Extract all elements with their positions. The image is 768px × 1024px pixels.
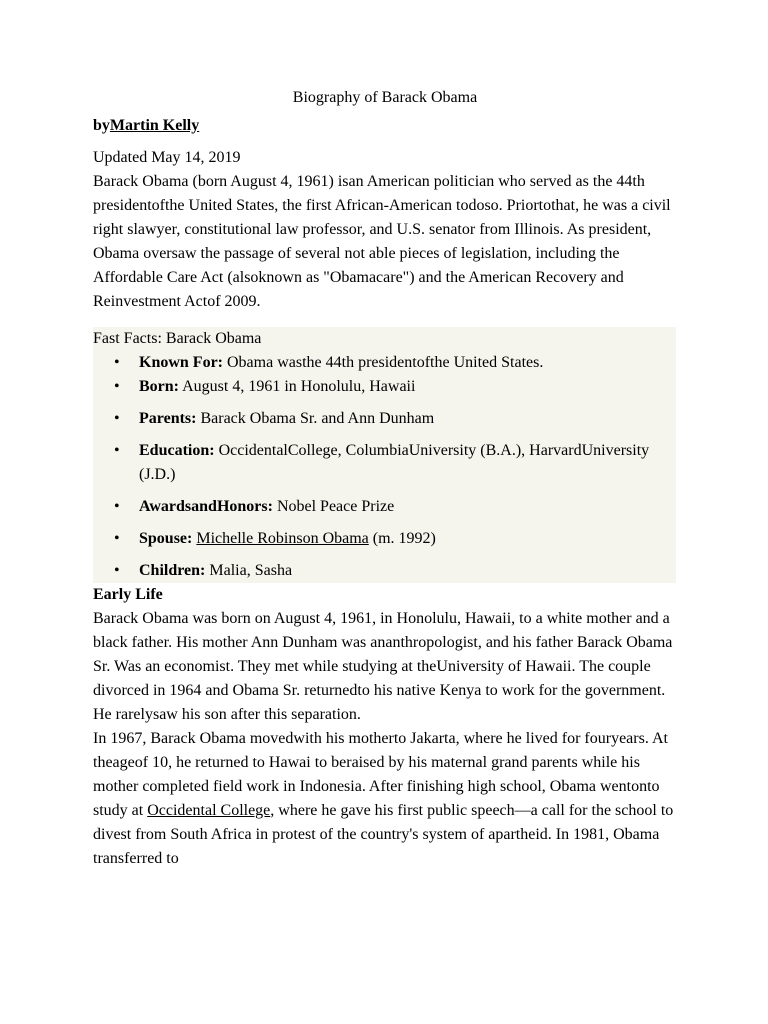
early-life-paragraph-1: Barack Obama was born on August 4, 1961, in Honolulu, Hawaii, to a white mother and a black father. His mother Ann Dunham was ananthropologist, and his father Barack Obama Sr. Was an economist. They met while studying at theUniversity of Hawaii. The couple divorced in 1964 and Obama Sr. returnedto his native Kenya to work for the government. He rarelysaw his son after this separation. — [93, 610, 673, 723]
fact-value: Nobel Peace Prize — [272, 498, 395, 515]
fact-children — [93, 559, 676, 583]
early-life-heading: Early Life — [93, 586, 163, 603]
fact-label: AwardsandHonors: — [139, 498, 273, 515]
fact-born — [93, 375, 676, 399]
fact-value: August 4, 1961 in Honolulu, Hawaii — [179, 378, 416, 395]
fact-education — [93, 439, 676, 487]
fact-known-for — [93, 351, 676, 375]
bullet-icon: • — [114, 498, 120, 515]
author-link[interactable]: Martin Kelly — [109, 117, 200, 134]
bullet-icon: • — [114, 442, 120, 459]
fast-facts-list — [93, 351, 676, 583]
fact-spouse — [93, 527, 676, 551]
fact-value: Barack Obama Sr. and Ann Dunham — [196, 410, 435, 427]
fact-label: Education: — [139, 442, 215, 459]
fact-value: OccidentalCollege, ColumbiaUniversity (B.A.), HarvardUniversity (J.D.) — [139, 442, 650, 483]
bullet-icon: • — [114, 530, 120, 547]
fast-facts-title: Fast Facts: Barack Obama — [93, 330, 262, 347]
spouse-link[interactable]: Michelle Robinson Obama — [196, 530, 369, 547]
fast-facts-box — [93, 327, 676, 583]
fact-label: Parents: — [139, 410, 197, 427]
bullet-icon: • — [114, 354, 120, 371]
byline — [93, 114, 693, 138]
bullet-icon: • — [114, 378, 120, 395]
fact-value: (m. 1992) — [368, 530, 436, 547]
paragraph-text: , where he gave his first public speech—a call for the school to divest from South Africa in protest of the country's system of apartheid. In 1981, Obama transferred to — [93, 802, 674, 867]
paragraph-text: In 1967, Barack Obama movedwith his motherto Jakarta, where he lived for fouryears. At theageof 10, he returned to Hawai to beraised by his maternal grand parents while his mother completed field work in Indonesia. After finishing high school, Obama wentonto study at — [93, 730, 668, 819]
fact-awards — [93, 495, 676, 519]
bullet-icon: • — [114, 410, 120, 427]
bullet-icon: • — [114, 562, 120, 579]
occidental-college-link[interactable]: Occidental College — [147, 802, 271, 819]
fact-value: Obama wasthe 44th presidentofthe United States. — [223, 354, 544, 371]
updated-date: Updated May 14, 2019 — [93, 149, 241, 166]
fact-label: Children: — [139, 562, 206, 579]
fact-value: Malia, Sasha — [205, 562, 293, 579]
fact-label: Known For: — [139, 354, 223, 371]
document-title: Biography of Barack Obama — [292, 89, 478, 106]
intro-paragraph: Barack Obama (born August 4, 1961) isan American politician who served as the 44th presidentofthe United States, the first African-American todoso. Priortothat, he was a civil right slawyer, constitutional law professor, and U.S. senator from Illinois. As president, Obama oversaw the passage of several not able pieces of legislation, including the Affordable Care Act (alsoknown as "Obamacare") and the American Recovery and Reinvestment Actof 2009. — [93, 173, 671, 310]
document-page — [93, 86, 693, 871]
early-life-paragraph-2 — [93, 727, 678, 871]
fact-label: Born: — [139, 378, 179, 395]
fact-label: Spouse: — [139, 530, 193, 547]
fact-parents — [93, 407, 676, 431]
byline-prefix: by — [93, 117, 110, 134]
